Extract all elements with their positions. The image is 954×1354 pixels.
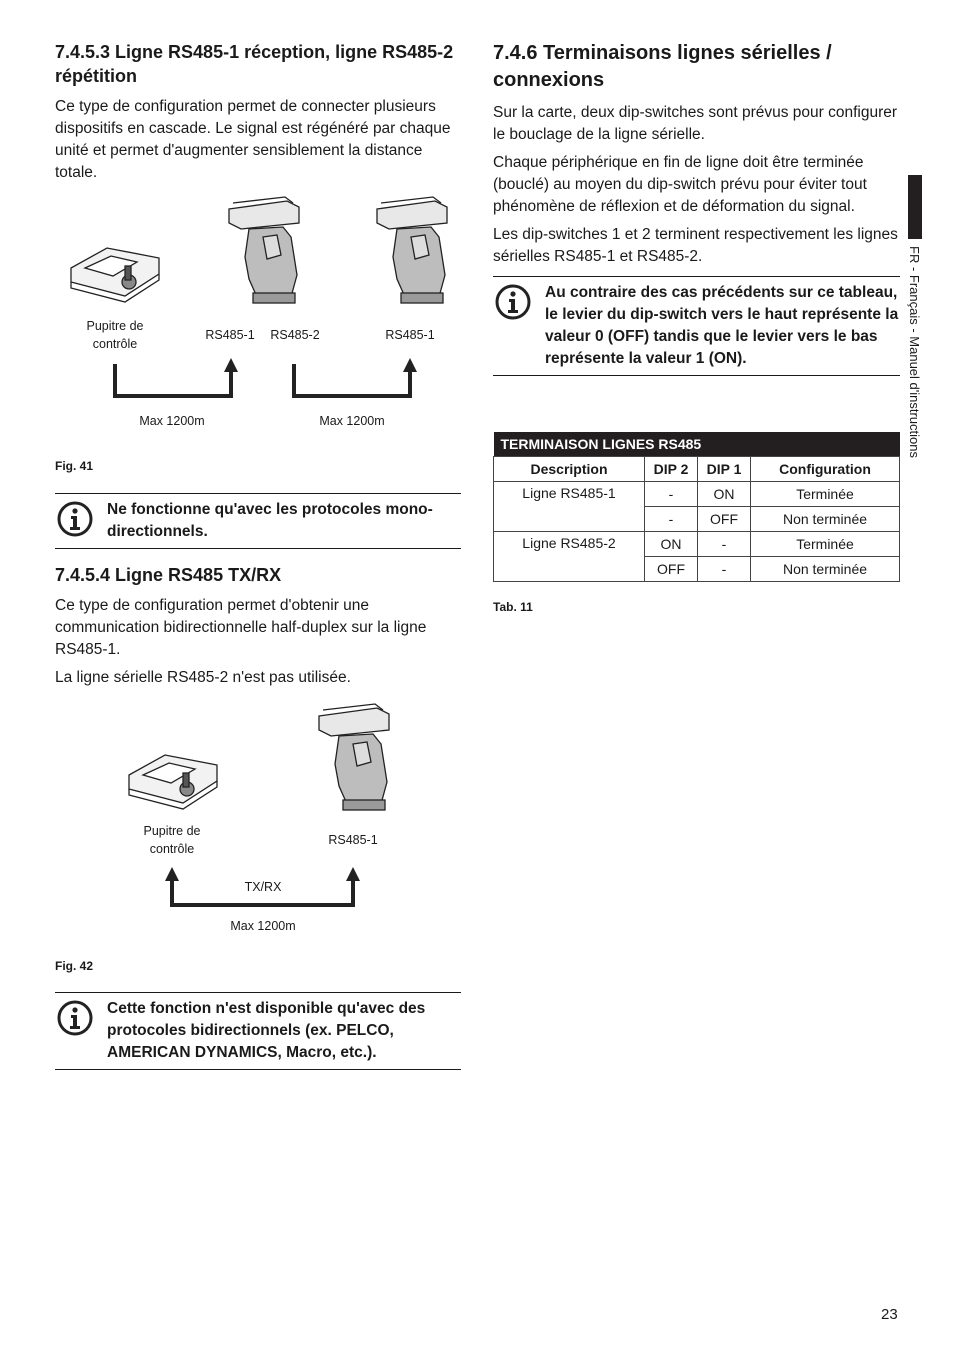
figure-42 (55, 699, 461, 957)
table-cell: - (645, 482, 698, 507)
section-heading-7-4-5-4: 7.4.5.4 Ligne RS485 TX/RX (55, 565, 282, 585)
section-text: Les dip-switches 1 et 2 terminent respectivement les lignes sérielles RS485-1 et RS485-2. (493, 226, 898, 265)
table-cell: ON (645, 532, 698, 557)
info-icon (56, 999, 94, 1037)
arrow-head (403, 358, 417, 372)
note-text: Ne fonctionne qu'avec les protocoles mono-directionnels. (107, 501, 433, 540)
column-header: DIP 2 (645, 457, 698, 482)
label-rs485-1: RS485-1 (385, 328, 435, 342)
figure-caption: Fig. 42 (55, 959, 94, 973)
ptz-camera-illustration (229, 197, 299, 303)
connection-line-2 (294, 364, 410, 396)
table-cell: - (698, 532, 751, 557)
section-text: Sur la carte, deux dip-switches sont prévus pour configurer le bouclage de la ligne sérielle. (493, 104, 898, 143)
section-text: Ce type de configuration permet d'obtenir une communication bidirectionnelle half-duplex sur la ligne RS485-1. (55, 597, 427, 658)
section-text: La ligne sérielle RS485-2 n'est pas utilisée. (55, 669, 351, 686)
info-note (493, 276, 900, 376)
column-header: DIP 1 (698, 457, 751, 482)
left-column (55, 40, 461, 1070)
table-cell: - (645, 507, 698, 532)
label-console: Pupitre de contrôle (143, 824, 201, 856)
ptz-camera-illustration (377, 197, 447, 303)
arrow-head (224, 358, 238, 372)
label-console: Pupitre de contrôle (86, 319, 144, 351)
column-header: Description (494, 457, 645, 482)
table-cell: OFF (698, 507, 751, 532)
label-rs485-1: RS485-1 (328, 833, 378, 847)
table-title: TERMINAISON LIGNES RS485 (494, 432, 900, 457)
table-cell: - (698, 557, 751, 582)
section-text: Chaque périphérique en fin de ligne doit être terminée (bouclé) au moyen du dip-switch prévu pour éviter tout phénomène de réflexion et de déformation du signal. (493, 154, 867, 215)
section-heading-7-4-6: 7.4.6 Terminaisons lignes sérielles / connexions (493, 42, 832, 91)
termination-table-block (493, 432, 900, 618)
distance-label: Max 1200m (230, 919, 296, 933)
column-header: Configuration (751, 457, 900, 482)
table-cell: Non terminée (751, 507, 900, 532)
arrow-head (165, 867, 179, 881)
termination-table (493, 432, 900, 582)
label-rs485-1: RS485-1 (205, 328, 255, 342)
table-row (494, 482, 900, 507)
ptz-camera-illustration (319, 704, 389, 810)
figure-41 (55, 192, 461, 457)
distance-label: Max 1200m (319, 414, 385, 428)
page-number: 23 (881, 1306, 898, 1323)
note-text: Au contraire des cas précédents sur ce tableau, le levier du dip-switch vers le haut représente la valeur 0 (OFF) tandis que le levier vers le bas représente la valeur 1 (ON). (545, 284, 899, 367)
info-note (55, 493, 461, 549)
table-row (494, 532, 900, 557)
table-cell: Terminée (751, 532, 900, 557)
side-label: FR - Français - Manuel d'instructions (907, 246, 922, 458)
section-heading-7-4-5-3: 7.4.5.3 Ligne RS485-1 réception, ligne RS485-2 répétition (55, 42, 454, 86)
control-keyboard-illustration (129, 755, 217, 809)
table-cell: OFF (645, 557, 698, 582)
arrow-head (346, 867, 360, 881)
note-text: Cette fonction n'est disponible qu'avec des protocoles bidirectionnels (ex. PELCO, AMERICAN DYNAMICS, Macro, etc.). (107, 1000, 426, 1061)
table-cell: Non terminée (751, 557, 900, 582)
table-header-row (494, 457, 900, 482)
language-tab-marker (908, 175, 922, 239)
distance-label: Max 1200m (139, 414, 205, 428)
table-cell: Ligne RS485-2 (494, 532, 645, 582)
info-icon (494, 283, 532, 321)
label-rs485-2: RS485-2 (270, 328, 320, 342)
table-caption: Tab. 11 (493, 600, 533, 614)
info-note (55, 992, 461, 1070)
table-cell: ON (698, 482, 751, 507)
label-txrx: TX/RX (244, 880, 282, 894)
figure-caption: Fig. 41 (55, 459, 94, 473)
connection-line-1 (115, 364, 231, 396)
section-text: Ce type de configuration permet de connecter plusieurs dispositifs en cascade. Le signal est régénéré par chaque unité et permet d'augmenter sensiblement la distance totale. (55, 98, 451, 181)
table-cell: Terminée (751, 482, 900, 507)
control-keyboard-illustration (71, 248, 159, 302)
info-icon (56, 500, 94, 538)
table-cell: Ligne RS485-1 (494, 482, 645, 532)
right-column (493, 40, 900, 614)
